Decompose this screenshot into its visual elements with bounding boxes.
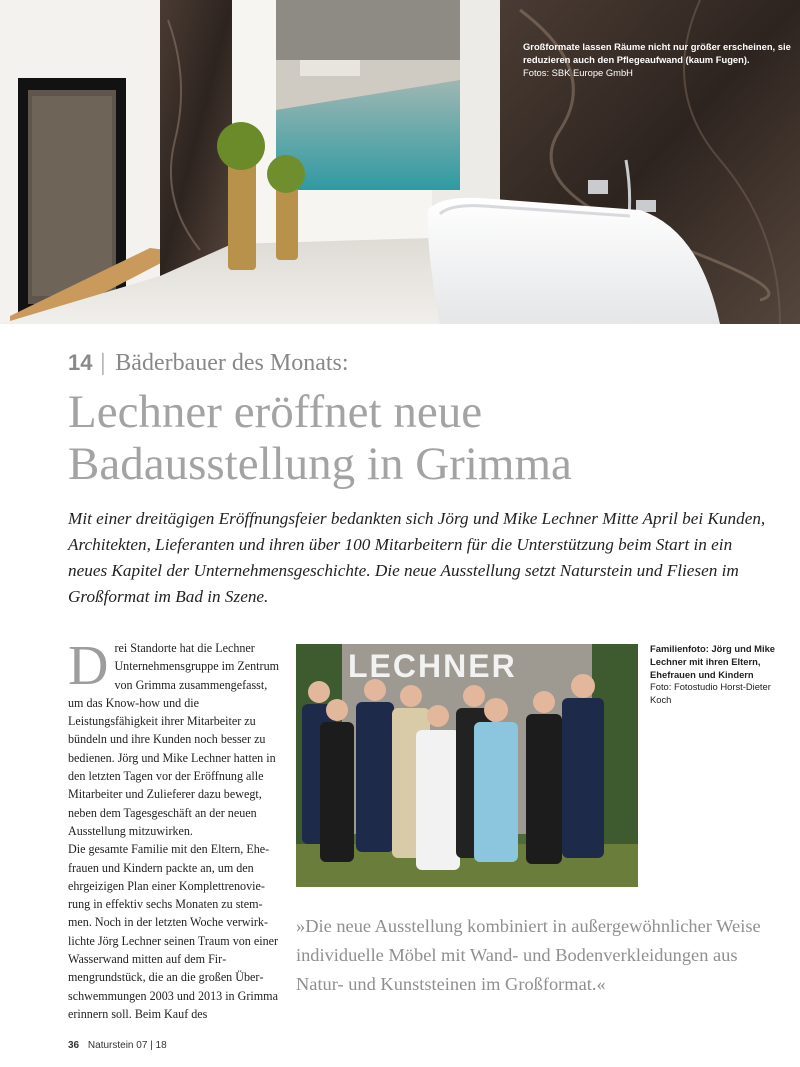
hero-caption-credit: Fotos: SBK Europe GmbH	[523, 67, 633, 78]
family-caption-text: Familienfoto: Jörg und Mike Lechner mit ihren Eltern, Ehefrauen und Kindern	[650, 643, 776, 680]
article-body	[68, 635, 281, 1023]
pull-quote: »Die neue Ausstellung kombiniert in außergewöhnlicher Weise individuelle Möbel mit Wand- und Bodenverkleidungen aus Natur- und Kunststeinen im Großformat.«	[296, 916, 761, 994]
headline-line-2: Badausstellung in Grimma	[68, 438, 572, 490]
drop-cap: D	[68, 635, 109, 697]
magazine-issue: Naturstein 07 | 18	[87, 1040, 167, 1051]
family-photo	[296, 644, 638, 887]
hero-photo-caption	[523, 40, 793, 79]
page-number: 36	[68, 1040, 80, 1051]
article-lead: Mit einer dreitägigen Eröffnungsfeier bedankten sich Jörg und Mike Lechner Mitte April bei Kunden, Architekten, Lieferanten und ihren über 100 Mitarbeitern für die Unterstützung beim Start in ein neues Kapitel der Unternehmensgeschichte. Die neue Ausstellung setzt Naturstein und Fliesen im Großformat im Bad in Szene.	[68, 509, 766, 606]
headline-line-1: Lechner eröffnet neue	[68, 386, 483, 438]
article-number: 14	[68, 350, 93, 375]
lechner-wall-sign: LECHNER	[348, 648, 517, 684]
hero-caption-text: Großformate lassen Räume nicht nur größer erscheinen, sie reduzieren auch den Pflegeaufwand (kaum Fugen).	[523, 41, 791, 65]
body-paragraph-2: Die gesamte Familie mit den Eltern, Ehefrauen und Kindern packte an, um den ehrgeizigen Plan einer Komplettrenovierung in effektiv sechs Monaten zu stemmen. Noch in der letzten Woche verwirklichte Jörg Lechner seinen Traum von einer Wasserwand mitten auf dem Firmengrundstück, die an die großen Überschwemmungen 2003 und 2013 in Grimma erinnern soll. Beim Kauf des	[68, 842, 279, 1021]
body-paragraph-1: rei Standorte hat die Lechner Unternehmensgruppe im Zentrum von Grimma zusammengefasst, um das Know-how und die Leistungsfähigkeit ihrer Mitarbeiter zu bündeln und ihre Kunden noch besser zu bedienen. Jörg und Mike Lechner hatten in den letzten Tagen vor der Eröffnung alle Mitarbeiter und Zulieferer dazu bewegt, neben dem Tagesgeschäft an der neuen Ausstellung mitzuwirken.	[68, 641, 280, 838]
article-kicker	[68, 350, 349, 377]
kicker-text: Bäderbauer des Monats:	[115, 350, 349, 376]
article-headline	[68, 386, 788, 490]
family-caption-credit: Foto: Fotostudio Horst-Dieter Koch	[650, 681, 771, 706]
page-footer	[68, 1040, 167, 1051]
kicker-separator: |	[100, 350, 106, 376]
family-photo-caption	[650, 643, 790, 707]
hero-photo	[0, 0, 800, 324]
